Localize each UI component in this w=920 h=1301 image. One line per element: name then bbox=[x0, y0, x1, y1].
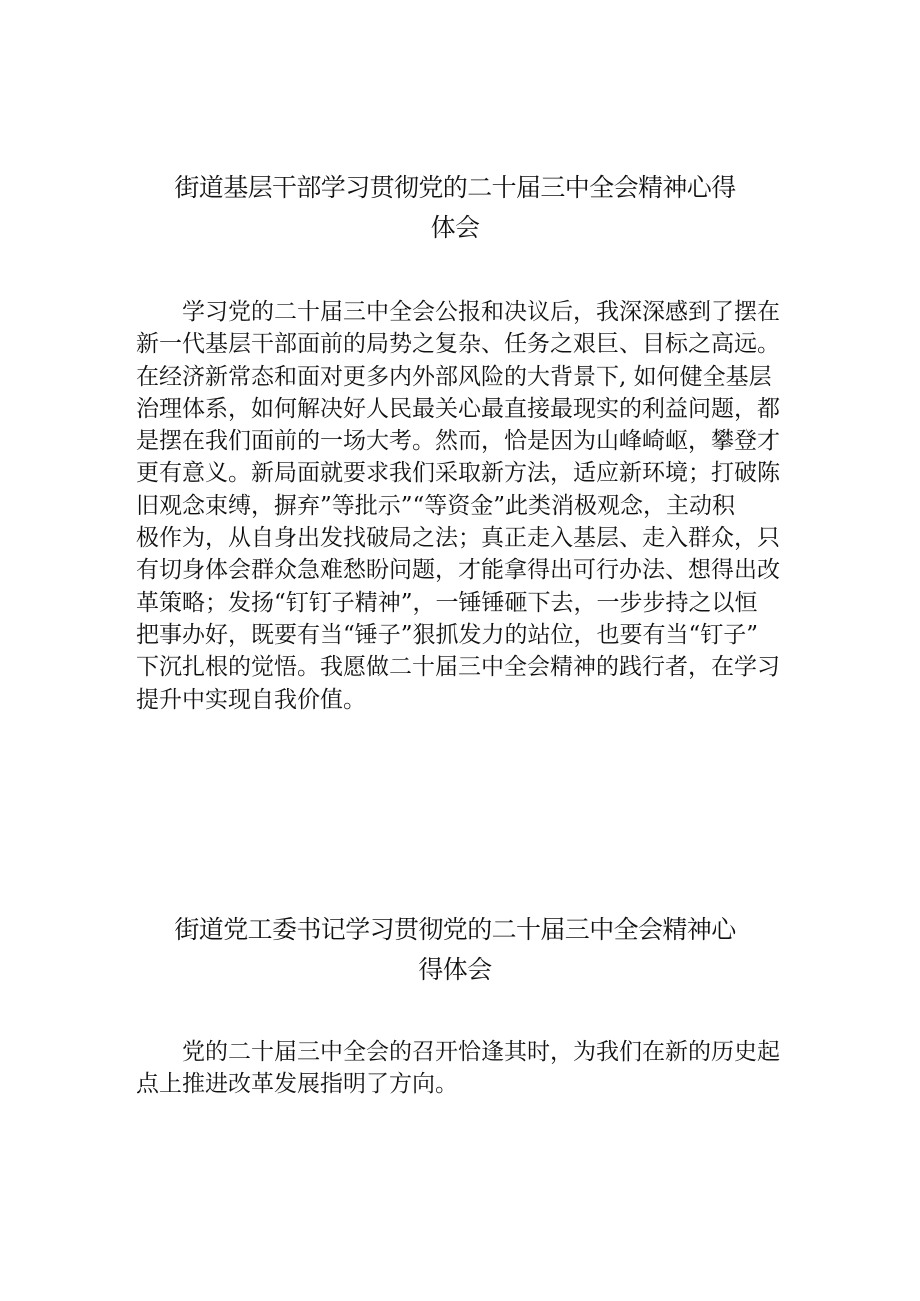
paragraph-line: 极作为，从自身出发找破局之法；真正走入基层、走入群众，只 bbox=[136, 525, 780, 552]
section-1-title bbox=[130, 168, 780, 248]
title-line: 街道党工委书记学习贯彻党的二十届三中全会精神心 bbox=[174, 915, 736, 944]
title-line: 得体会 bbox=[418, 955, 492, 984]
paragraph-line: 治理体系，如何解决好人民最关心最直接最现实的利益问题，都 bbox=[136, 395, 780, 422]
paragraph-line: 有切身体会群众急难愁盼问题，才能拿得出可行办法、想得出改 bbox=[136, 557, 780, 584]
paragraph-line: 更有意义。新局面就要求我们采取新方法，适应新环境；打破陈 bbox=[136, 460, 780, 487]
paragraph-line: 把事办好，既要有当“锤子”狠抓发力的站位，也要有当“钉子” bbox=[136, 621, 759, 648]
title-line: 体会 bbox=[430, 213, 480, 242]
paragraph-line: 党的二十届三中全会的召开恰逢其时，为我们在新的历史起 bbox=[182, 1039, 780, 1065]
section-1-paragraph bbox=[136, 296, 796, 716]
paragraph-line: 是摆在我们面前的一场大考。然而，恰是因为山峰崎岖，攀登才 bbox=[136, 428, 780, 455]
paragraph-line: 点上推进改革发展指明了方向。 bbox=[136, 1071, 458, 1098]
paragraph-line: 下沉扎根的觉悟。我愿做二十届三中全会精神的践行者，在学习 bbox=[136, 654, 780, 681]
paragraph-line: 新一代基层干部面前的局势之复杂、任务之艰巨、目标之高远。 bbox=[136, 331, 780, 358]
title-line: 街道基层干部学习贯彻党的二十届三中全会精神心得 bbox=[174, 173, 736, 202]
section-2-title bbox=[130, 910, 780, 990]
paragraph-line: 旧观念束缚，摒弃”等批示”“等资金”此类消极观念，主动积 bbox=[136, 492, 736, 519]
paragraph-line: 在经济新常态和面对更多内外部风险的大背景下, 如何健全基层 bbox=[136, 363, 772, 390]
paragraph-line: 学习党的二十届三中全会公报和决议后，我深深感到了摆在 bbox=[182, 299, 780, 325]
paragraph-line: 革策略；发扬“钉钉子精神”，一锤锤砸下去，一步步持之以恒 bbox=[136, 589, 758, 616]
paragraph-line: 提升中实现自我价值。 bbox=[136, 686, 366, 713]
section-2-paragraph bbox=[136, 1036, 796, 1101]
